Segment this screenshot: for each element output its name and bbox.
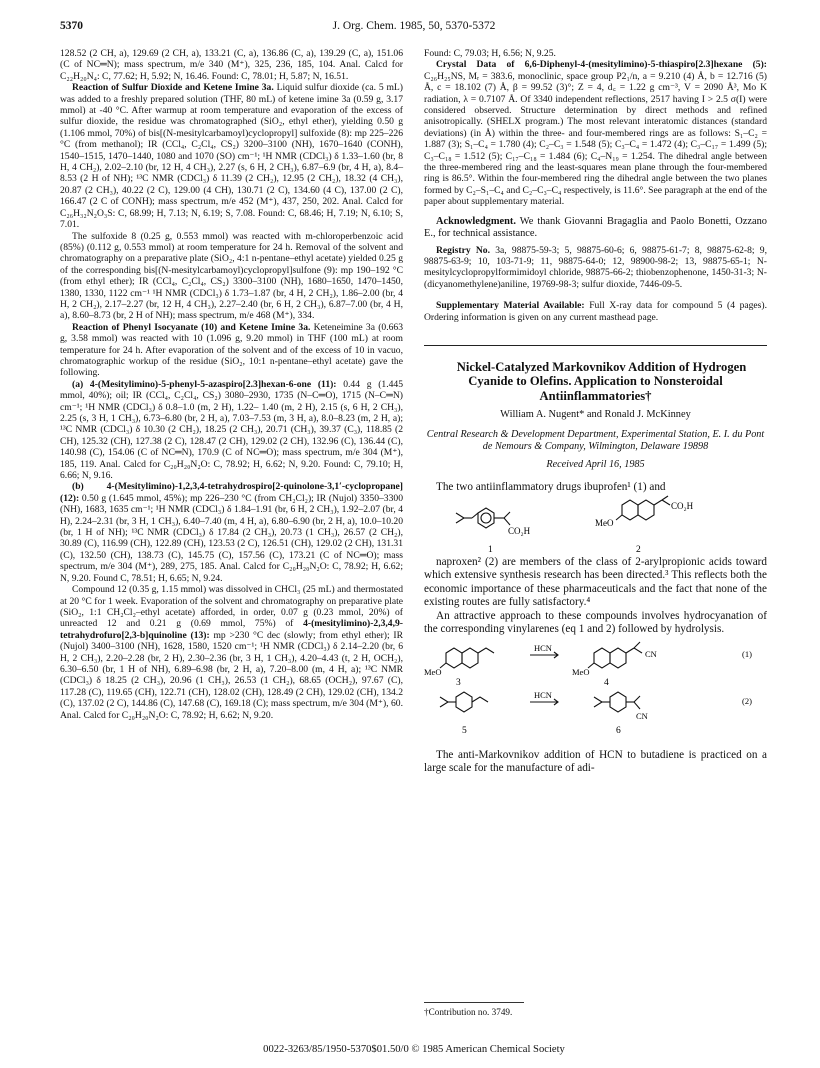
eq2-reactant-number: 5 bbox=[462, 725, 467, 736]
naproxen-methoxy: MeO bbox=[595, 518, 614, 529]
eq2-product-number: 6 bbox=[616, 725, 621, 736]
paragraph-compound-12 bbox=[60, 481, 403, 584]
footnote-rule bbox=[424, 1002, 524, 1003]
eq1-methoxy-right: MeO bbox=[572, 666, 590, 677]
eq1-methoxy-left: MeO bbox=[424, 666, 442, 677]
naproxen-number: 2 bbox=[636, 545, 641, 556]
paragraph-sulfur-dioxide bbox=[60, 82, 403, 230]
paragraph-compound-11 bbox=[60, 379, 403, 482]
compound-label: (b) 4-(Mesitylimino)-1,2,3,4-tetrahydrospiro[2-quinolone-3,1′-cyclopropane] (12): bbox=[60, 481, 403, 504]
eq2-nitrile: CN bbox=[636, 710, 648, 721]
paragraph-text: Liquid sulfur dioxide (ca. 5 mL) was added to a freshly prepared solution (THF, 80 mL) of ketene imine 3a (0.59 g, 3.17 mmol) at -40 °C. After warmup at room temperature and evaporation of the excess of sulfur dioxide, the residue was chromatographed (SiO₂, ethyl ether), yielding 0.50 g (1.106 mmol, 70%) of bis[(N-mesitylcarbamoyl)cyclopropyl] sulfoxide (8): mp 225–226 °C (from methanol); IR (CCl₄, C₂Cl₄, CS₂) 3200–3100 (NH), 1670–1640 (CONH), 1540–1515, 1470–1440, 1080 and 1070 (SO) cm⁻¹; ¹H NMR (CDCl₃) δ 1.33–1.60 (br, 8 H, 4 CH₂), 2.02–2.10 (br, 12 H, 4 CH₃), 2.27 (s, 6 H, 2 CH₃), 6.87–6.9 (br, 4 H, a), 8.4–8.53 (2 H of NH); ¹³C NMR (CDCl₃) δ 11.39 (2 CH₂), 12.95 (2 CH₂), 18.32 (4 CH₃), 20.87 (2 CH₃), 40.22 (2 C), 129.00 (4 CH), 130.71 (2 C), 134.60 (4 C), 137.00 (2 C), 166.47 (2 C of CONH); mass spectrum, m/e 452 (M⁺), 437, 250, 202. Anal. Calcd for C₂₆H₃₂N₂O₃S: C, 68.99; H, 7.13; N, 6.19; S, 7.08. Found: C, 68.46; H, 7.19; N, 6.10; S, 7.01. bbox=[60, 82, 403, 231]
article-title: Nickel-Catalyzed Markovnikov Addition of Hydrogen Cyanide to Olefins. Application to Nonsteroidal Antiinflammatories† bbox=[456, 359, 747, 403]
eq1-product-number: 4 bbox=[604, 677, 609, 688]
paragraph-crystal-data bbox=[424, 59, 767, 207]
intro-paragraph-4: The anti-Markovnikov addition of HCN to butadiene is practiced on a large scale for the manufacture of adi- bbox=[424, 748, 767, 774]
paragraph-nmr-data: 128.52 (2 CH, a), 129.69 (2 CH, a), 133.21 (C, a), 136.86 (C, a), 139.29 (C, a), 151.06 (C of NC═N); mass spectrum, m/e 340 (M⁺), 325, 236, 185, 104. Anal. Calcd for C₂₂H₂₀N₄: C, 77.62; H, 5.92; N, 16.46. Found: C, 78.01; H, 5.87; N, 16.51. bbox=[60, 48, 403, 82]
paragraph-text: Full X-ray data for compound 5 (4 pages). Ordering information is given on any current masthead page. bbox=[424, 300, 768, 323]
structures-ibuprofen-naproxen bbox=[424, 494, 767, 556]
paragraph-phenyl-isocyanate bbox=[60, 322, 403, 379]
footnote bbox=[424, 1002, 767, 1017]
article-divider bbox=[424, 345, 767, 346]
eq2-reagent: HCN bbox=[534, 689, 552, 700]
eq1-reactant-number: 3 bbox=[456, 677, 461, 688]
paragraph-sulfoxide: The sulfoxide 8 (0.25 g, 0.553 mmol) was reacted with m-chloroperbenzoic acid (85%) (0.112 g, 0.553 mmol) at room temperature for 24 h. Removal of the solvent and chromatography on a preparative plate (SiO₂, 4:1 n-pentane–ethyl acetate) yielded 0.25 g of the corresponding bis[(N-mesitylcarbamoyl)cyclopropyl]sulfone (9): mp 190–192 °C (from ethyl ether); IR (CCl₄, C₂Cl₄, CS₂) 3300–3100 (NH), 1680–1650, 1470–1450, 1380, 1330, 1122 cm⁻¹ ¹H NMR (CDCl₃) δ 1.73–1.87 (br, 4 H, 2 CH₂), 1.86–2.00 (br, 4 H, 2 CH₂), 2.17–2.27 (br, 12 H, 4 CH₃), 2.27–2.40 (br, 6 H, 2 CH₃), 6.87–7.00 (br, 4 H, a), 8.60–8.73 (br, 2 H of NH); mass spectrum, m/e 468 (M⁺), 334. bbox=[60, 230, 403, 322]
paragraph-found: Found: C, 79.03; H, 6.56; N, 9.25. bbox=[424, 48, 556, 59]
reaction-equations bbox=[424, 637, 767, 749]
page-number: 5370 bbox=[60, 20, 83, 32]
acknowledgment bbox=[424, 216, 767, 241]
eq2-label: (2) bbox=[742, 695, 752, 706]
section-label: Supplementary Material Available: bbox=[436, 300, 585, 312]
page-header bbox=[60, 20, 768, 36]
section-label: Crystal Data of 6,6-Diphenyl-4-(mesitylimino)-5-thiaspiro[2.3]hexane (5): bbox=[436, 59, 767, 71]
footnote-text: †Contribution no. 3749. bbox=[424, 1007, 513, 1017]
paragraph-text: Compound 12 (0.35 g, 1.15 mmol) was dissolved in CHCl₃ (25 mL) and thermostated at 20 °C for 1 week. Evaporation of the solvent and chromatography on preparative plate (SiO₂, 1:1 CH₂Cl₂–ethyl acetate) afforded, in order, 0.07 g (0.23 mmol, 20%) of unreacted 12 and 0.21 g (0.69 mmol, 75%) of bbox=[60, 584, 403, 630]
compound-label: 4-(mesitylimino)-2,3,4,9-tetrahydrofuro[2,3-b]quinoline (13): bbox=[60, 618, 403, 641]
section-label: Registry No. bbox=[436, 244, 490, 256]
paragraph-text: C₂₆H₂₅NS, Mᵣ = 383.6, monoclinic, space group P2₁/n, a = 9.210 (4) Å, b = 12.716 (5) Å, c = 18.102 (7) Å, β = 99.52 (3)°; Z = 4, d꜀ = 1.22 g cm⁻³, V = 2090 Å³, Mo K radiation, λ = 0.7107 Å. Of 3340 independent reflections, 2517 having I > 2.5 σ(I) were considered observed. Structure determination by direct methods and refined anisotropically. (SHELX program.) The most relevant interatomic distances (standard deviations) (in Å) within the three- and four-membered rings are as follows: S₁–C₂ = 1.887 (3); S₁–C₄ = 1.780 (4); C₂–C₃ = 1.548 (5); C₃–C₄ = 1.472 (4); C₃–C₁₇ = 1.499 (5); C₃–C₁₈ = 1.512 (5); C₁₇–C₁₈ = 1.484 (6); C₄–N₁₉ = 1.254. The dihedral angle between the three-membered ring and the least-squares mean plane through the four-membered ring is 86.5°. Within the four-membered ring the dihedral angle between the two planes formed by C₂–S₁–C₄ and C₂–C₃–C₄ respectively, is 11.6°. See paragraph at the end of the paper about supplementary material. bbox=[424, 70, 767, 208]
eq1-reagent: HCN bbox=[534, 642, 552, 653]
ibuprofen-acid-group: CO₂H bbox=[508, 526, 531, 537]
author-affiliation: Central Research & Development Department, Experimental Station, E. I. du Pont de Nemours & Company, Wilmington, Delaware 19898 bbox=[426, 428, 765, 453]
left-column bbox=[60, 48, 403, 721]
article-authors: William A. Nugent* and Ronald J. McKinney bbox=[500, 409, 691, 421]
eq1-label: (1) bbox=[742, 648, 752, 659]
paragraph-compound-13 bbox=[60, 584, 403, 721]
ibuprofen-number: 1 bbox=[488, 545, 493, 556]
eq1-nitrile: CN bbox=[645, 648, 657, 659]
journal-citation: J. Org. Chem. 1985, 50, 5370-5372 bbox=[332, 20, 496, 32]
intro-paragraph-3: An attractive approach to these compounds involves hydrocyanation of the corresponding vinylarenes (eq 1 and 2) followed by hydrolysis. bbox=[424, 609, 767, 636]
paragraph-text: mp >230 °C dec (slowly; from ethyl ether); IR (Nujol) 3400–3100 (NH), 1628, 1580, 1520 cm⁻¹; ¹H NMR (CDCl₃) δ 2.14–2.20 (br, 6 H, 2 CH₃), 2.20–2.28 (br, 2 H), 2.30–2.36 (br, 3 H, 1 CH₃), 4.20–4.43 (t, 2 H, OCH₂), 6.30–6.50 (br, 1 H of NH), 6.89–6.98 (br, 2 H, a), 7.20–8.00 (m, 4 H, a); ¹³C NMR (CDCl₃) δ 18.25 (2 CH₃), 20.96 (1 CH₃), 26.53 (1 CH₂), 68.65 (OCH₂), 97.67 (C), 117.28 (C), 119.65 (CH), 122.71 (CH), 128.02 (CH), 128.49 (2 CH), 129.02 (CH), 134.2 (C), 137.02 (2 C), 144.86 (C), 147.68 (C), 169.18 (C); mass spectrum, m/e 304 (M⁺), 60. Anal. Calcd for C₂₀H₂₀N₂O: C, 78.92; H, 6.62; N, 9.20. bbox=[60, 629, 403, 721]
supplementary-material bbox=[424, 300, 767, 323]
paragraph-text: 3a, 98875-59-3; 5, 98875-60-6; 6, 98875-61-7; 8, 98875-62-8; 9, 98875-63-9; 10, 103-71-9; 11, 98875-64-0; 12, 98900-98-2; 13, 98875-65-1; N-mesitylcyclopropylformimidoyl chloride, 98875-66-2; thiobenzophenone, 1450-31-3; N-(dicyanomethylene)aniline, 19769-98-3; sulfur dioxide, 7446-09-5. bbox=[424, 244, 767, 290]
section-label: Acknowledgment. bbox=[436, 215, 516, 227]
section-label: Reaction of Sulfur Dioxide and Ketene Imine 3a. bbox=[72, 82, 274, 94]
intro-paragraph-1: The two antiinflammatory drugs ibuprofen¹ (1) and bbox=[436, 480, 666, 493]
paragraph-text: 0.50 g (1.645 mmol, 45%); mp 226–230 °C (from CH₂Cl₂); IR (Nujol) 3350–3300 (NH), 1683, 1635 cm⁻¹; ¹H NMR (CDCl₃) δ 1.84–1.91 (br, 6 H, 2 CH₃), 1.92–2.07 (br, 4 H), 2.24–2.31 (br, 3 H, 1 CH₃), 6.40–7.40 (m, 4 H, a), 6.80–6.90 (br, 2 H, a), 10.0–10.20 (br, 1 H of NH); ¹³C NMR (CDCl₃) δ 17.84 (2 CH₃), 20.73 (1 CH₃), 26.57 (2 CH₂), 30.89 (C), 116.99 (CH), 122.89 (CH), 123.53 (2 C), 126.51 (CH), 129.02 (2 CH), 131.31 (C), 132.50 (CH), 138.73 (C), 145.75 (C), 157.56 (C), 173.21 (C of NC═O); mass spectrum, m/e 304 (M⁺), 289, 275, 185. Anal. Calcd for C₂₀H₂₀N₂O: C, 78.92; H, 6.62; N, 9.20. Found C, 78.51; H, 6.65; N, 9.24. bbox=[60, 492, 403, 584]
page-footer: 0022-3263/85/1950-5370$01.50/0 © 1985 American Chemical Society bbox=[263, 1044, 565, 1055]
naproxen-acid-group: CO₂H bbox=[671, 501, 694, 512]
registry-numbers bbox=[424, 245, 767, 291]
received-date: Received April 16, 1985 bbox=[546, 459, 645, 471]
right-column bbox=[424, 48, 767, 775]
section-label: Reaction of Phenyl Isocyanate (10) and Ketene Imine 3a. bbox=[72, 321, 311, 333]
paragraph-text: 0.44 g (1.445 mmol, 40%); oil; IR (CCl₄, C₂Cl₄, CS₂) 3080–2930, 1735 (N–C═O), 1715 (N–C═N) cm⁻¹; ¹H NMR (CDCl₃) δ 0.8–1.0 (m, 2 H), 1.22– 1.40 (m, 2 H), 2.15 (s, 6 H, 2 CH₃), 2.25 (s, 3 H, 1 CH₃), 6.73–6.80 (br, 2 H, a), 7.03–7.53 (m, 3 H, a), 8.0–8.23 (m, 2 H, a); ¹³C NMR (CDCl₃) δ 10.30 (2 CH₂), 18.25 (2 CH₃), 20.71 (CH₃), 39.37 (C₃), 118.85 (2 CH), 125.32 (CH), 127.38 (2 C), 128.47 (2 CH), 129.02 (2 CH), 132.96 (C), 136.44 (C), 140.98 (C), 154.06 (C of NC═N), 170.9 (C of NC═O); mass spectrum, m/e 304 (M⁺), 185, 119. Anal. Calcd for C₂₀H₂₀N₂O: C, 78.92; H, 6.62; N, 9.20. Found: C, 79.10; H, 6.66; N, 9.16. bbox=[60, 378, 404, 482]
intro-paragraph-2: naproxen² (2) are members of the class of 2-arylpropionic acids toward which extensive synthesis research has been directed.³ This reflects both the economic importance of these pharmaceuticals and the fact that none of the existing routes are fully satisfactory.⁴ bbox=[424, 556, 767, 609]
paragraph-text: We thank Giovanni Bragaglia and Paolo Bonetti, Ozzano E., for technical assistance. bbox=[424, 215, 767, 240]
paragraph-text: Keteneimine 3a (0.663 g, 3.58 mmol) was reacted with 10 (1.096 g, 9.20 mmol) in THF (100 mL) at room temperature for 24 h. After evaporation of the solvent and of the excess of 10 in vacuo, chromatographic workup of the residue (SiO₂, 10:1 n-pentane–ethyl acetate) gave the following. bbox=[60, 321, 404, 379]
compound-label: (a) 4-(Mesitylimino)-5-phenyl-5-azaspiro[2.3]hexan-6-one (11): bbox=[72, 378, 337, 390]
